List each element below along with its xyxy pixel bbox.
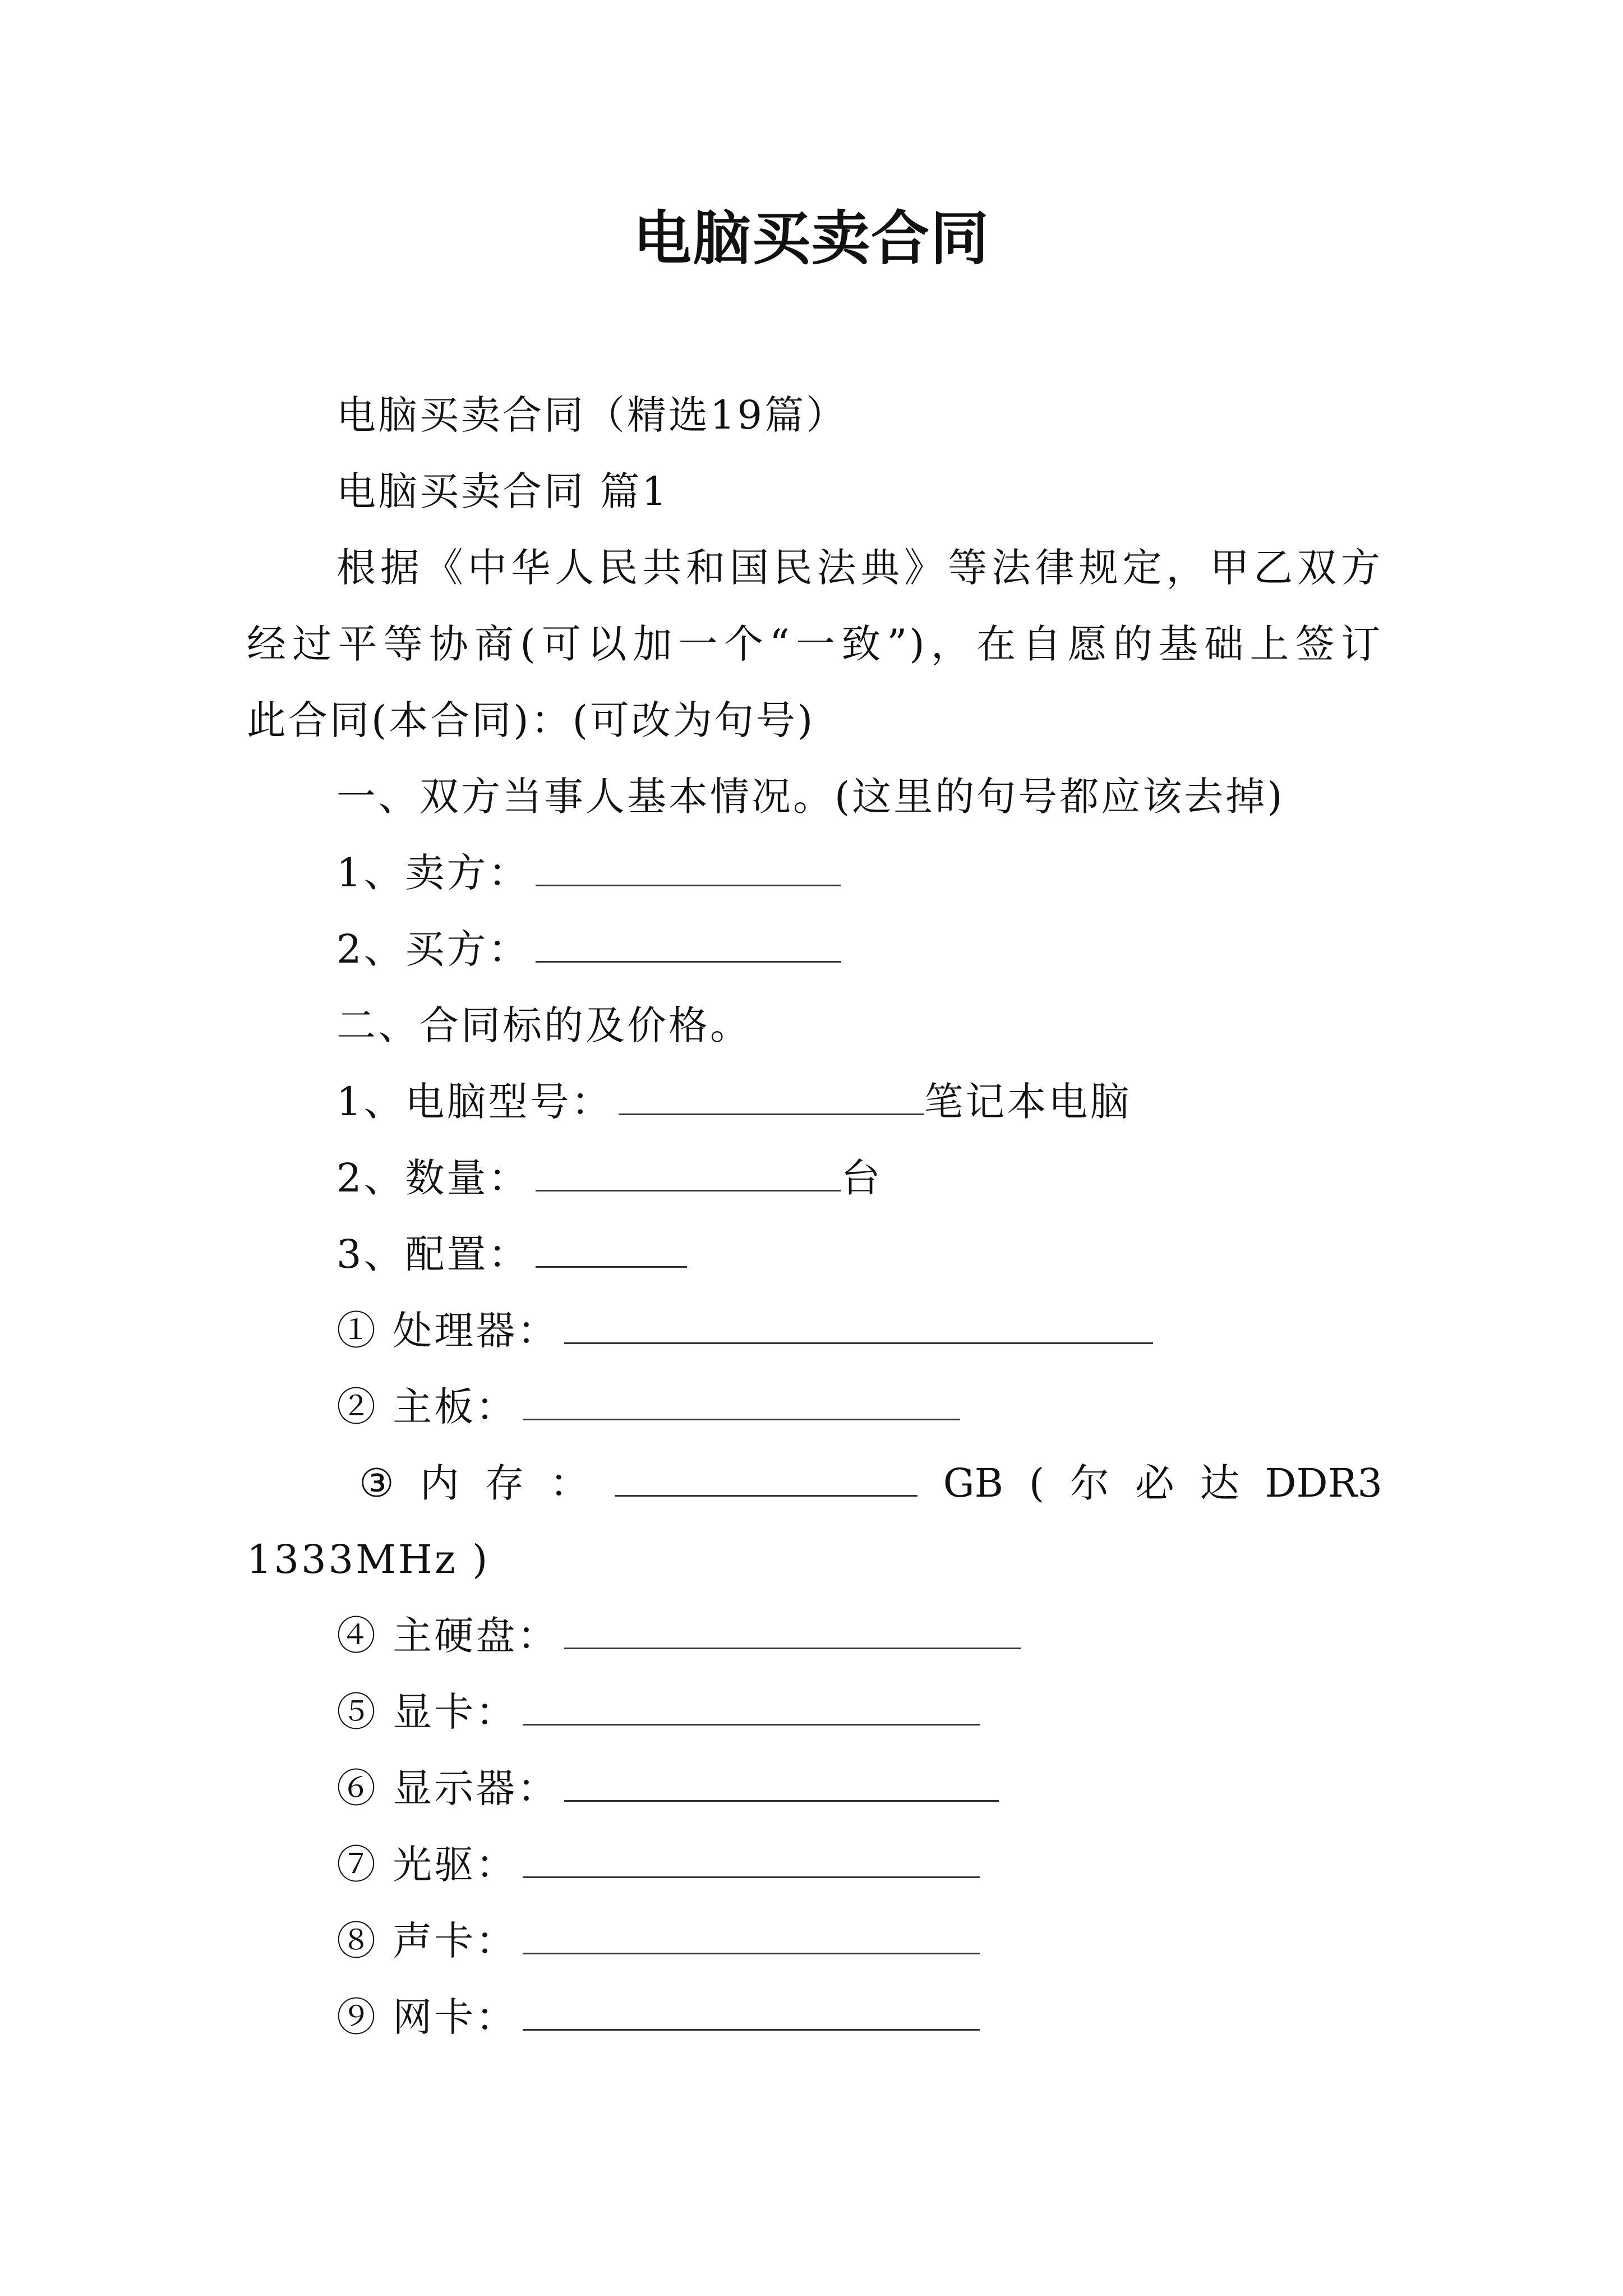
memory-brand-char-3: 达 (1200, 1460, 1239, 1506)
sound-blank (523, 1918, 980, 1954)
document-title: 电脑买卖合同 (633, 204, 990, 273)
optical-blank (523, 1842, 980, 1878)
monitor-row (336, 1760, 999, 1816)
nic-blank (523, 1994, 980, 2031)
memory-type: DDR3 (1265, 1460, 1382, 1506)
memory-label-colon: ： (550, 1460, 589, 1506)
seller-row (336, 845, 841, 901)
model-row (336, 1074, 1132, 1130)
buyer-blank (536, 926, 841, 963)
memory-row (359, 1455, 1382, 1511)
document-subtitle: 电脑买卖合同（精选19篇） (336, 392, 848, 438)
intro-line-1: 根据《中华人民共和国民法典》等法律规定，甲乙双方 (336, 545, 1382, 591)
memory-blank (615, 1460, 917, 1497)
cpu-blank (564, 1308, 1153, 1344)
memory-brand-char-1: 尔 (1070, 1460, 1110, 1506)
section-heading: 电脑买卖合同 篇1 (336, 468, 669, 514)
board-blank (523, 1384, 960, 1420)
sound-row (336, 1913, 980, 1969)
buyer-label: 2、买方： (336, 926, 530, 972)
memory-label-char-2: 存 (485, 1460, 524, 1506)
gpu-blank (523, 1689, 980, 1726)
quantity-blank (536, 1155, 841, 1191)
memory-label-char-1: 内 (419, 1460, 459, 1506)
hdd-label: ④ 主硬盘： (336, 1613, 559, 1659)
memory-speed: 1333MHz ) (247, 1536, 490, 1582)
config-blank (536, 1231, 687, 1268)
seller-blank (536, 850, 841, 886)
nic-label: ⑨ 网卡： (336, 1994, 518, 2040)
gpu-row (336, 1684, 980, 1740)
monitor-blank (564, 1765, 999, 1802)
monitor-label: ⑥ 显示器： (336, 1765, 559, 1811)
part1-heading: 一、双方当事人基本情况。(这里的句号都应该去掉) (336, 774, 1285, 820)
optical-label: ⑦ 光驱： (336, 1842, 518, 1888)
hdd-row (336, 1608, 1021, 1664)
model-blank (619, 1079, 924, 1115)
hdd-blank (564, 1613, 1021, 1649)
config-row (336, 1226, 687, 1282)
config-label: 3、配置： (336, 1231, 530, 1277)
quantity-label: 2、数量： (336, 1155, 530, 1201)
model-suffix: 笔记本电脑 (924, 1079, 1132, 1125)
memory-paren: ( (1029, 1460, 1045, 1506)
cpu-label: ① 处理器： (336, 1308, 559, 1354)
buyer-row (336, 921, 841, 977)
seller-label: 1、卖方： (336, 850, 530, 896)
optical-row (336, 1837, 980, 1893)
intro-line-3: 此合同(本合同)：(可改为句号) (247, 697, 815, 743)
part2-heading: 二、合同标的及价格。 (336, 1002, 751, 1048)
board-label: ② 主板： (336, 1384, 518, 1430)
sound-label: ⑧ 声卡： (336, 1918, 518, 1964)
memory-brand-char-2: 必 (1135, 1460, 1174, 1506)
board-row (336, 1379, 960, 1435)
memory-number: ③ (359, 1460, 394, 1506)
nic-row (336, 1989, 980, 2045)
model-label: 1、电脑型号： (336, 1079, 613, 1125)
quantity-suffix: 台 (841, 1155, 883, 1201)
intro-line-2: 经过平等协商(可以加一个“一致”)，在自愿的基础上签订 (247, 621, 1382, 667)
quantity-row (336, 1150, 883, 1206)
memory-unit: GB (943, 1460, 1004, 1506)
cpu-row (336, 1303, 1153, 1359)
gpu-label: ⑤ 显卡： (336, 1689, 518, 1735)
